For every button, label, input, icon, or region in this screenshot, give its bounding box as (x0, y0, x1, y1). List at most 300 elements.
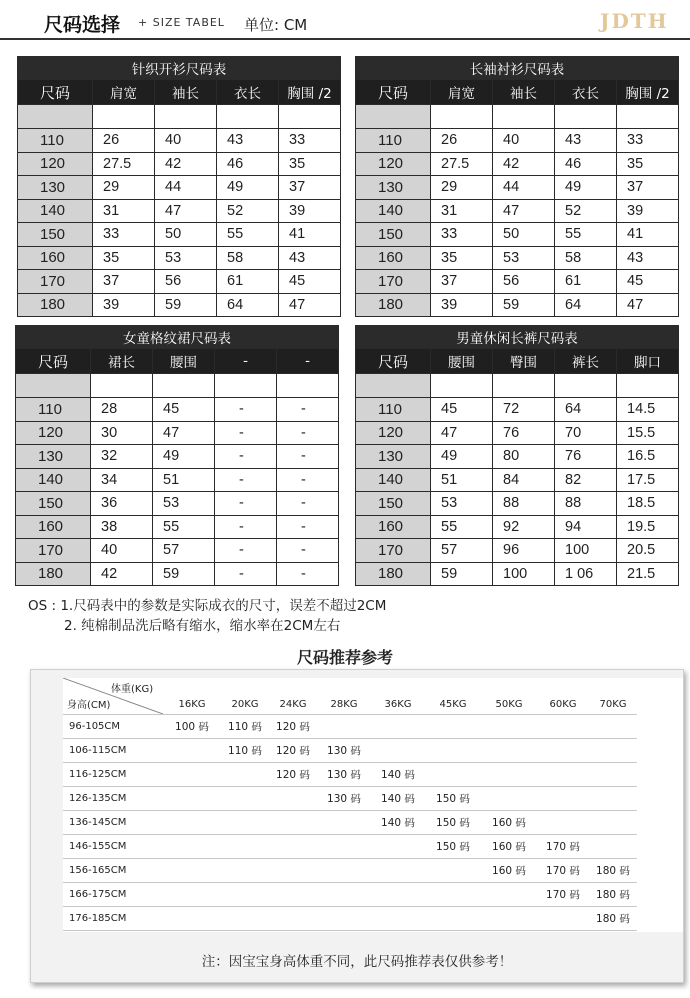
weight-header: 60KG (537, 678, 589, 714)
table-cell: 53 (431, 492, 493, 516)
recommend-cell (371, 738, 425, 762)
table-cell: 44 (155, 176, 217, 200)
table-cell: 94 (555, 515, 617, 539)
height-range-cell: 116-125CM (63, 762, 163, 786)
table-cell: 45 (153, 398, 215, 422)
recommend-cell (481, 714, 537, 738)
size-cell: 120 (356, 421, 431, 445)
recommend-cell (589, 762, 637, 786)
table-cell: 57 (153, 539, 215, 563)
recommend-cell (163, 762, 221, 786)
table-cell: 39 (617, 199, 679, 223)
table-cell (277, 374, 339, 398)
table-cell: 42 (155, 152, 217, 176)
recommend-cell (163, 906, 221, 930)
table-cell: 47 (617, 293, 679, 317)
table-cell: 59 (431, 562, 493, 586)
weight-header: 70KG (589, 678, 637, 714)
size-cell: 130 (18, 176, 93, 200)
table-cell (91, 374, 153, 398)
recommend-cell: 100 码 (163, 714, 221, 738)
recommend-cell: 150 码 (425, 834, 481, 858)
table-cell: 31 (431, 199, 493, 223)
recommend-cell (163, 810, 221, 834)
table-cell: 45 (431, 398, 493, 422)
recommend-cell (269, 906, 317, 930)
table-cell: 53 (153, 492, 215, 516)
column-header: 脚口 (617, 349, 679, 374)
recommend-cell (425, 882, 481, 906)
table-cell: 40 (91, 539, 153, 563)
table-cell: 33 (93, 223, 155, 247)
recommend-cell (371, 882, 425, 906)
table-cell: 26 (431, 129, 493, 153)
size-cell: 140 (16, 468, 91, 492)
table-cell: 37 (93, 270, 155, 294)
table-cell: 45 (279, 270, 341, 294)
table-cell: 40 (493, 129, 555, 153)
unit-label: 单位: CM (244, 16, 308, 34)
size-cell: 180 (356, 293, 431, 317)
table-row (356, 492, 679, 516)
table-cell: 32 (91, 445, 153, 469)
table-header-row (18, 80, 341, 105)
table-row (356, 539, 679, 563)
recommend-cell (221, 882, 269, 906)
recommend-cell: 110 码 (221, 714, 269, 738)
table-cell: 64 (555, 398, 617, 422)
recommend-cell (317, 882, 371, 906)
size-cell: 150 (356, 223, 431, 247)
table-cell: 38 (91, 515, 153, 539)
height-range-cell: 136-145CM (63, 810, 163, 834)
recommend-table-area (63, 678, 683, 932)
recommend-cell: 170 码 (537, 834, 589, 858)
table-row (356, 176, 679, 200)
size-notes (28, 596, 386, 636)
table-cell (356, 105, 431, 129)
table-row (18, 270, 341, 294)
recommend-cell (537, 738, 589, 762)
table-spacer-row (16, 374, 339, 398)
table-cell: 33 (431, 223, 493, 247)
table-cell: 47 (431, 421, 493, 445)
recommend-cell: 160 码 (481, 858, 537, 882)
table-cell: 47 (279, 293, 341, 317)
table-cell: 72 (493, 398, 555, 422)
size-cell: 110 (356, 398, 431, 422)
table-cell: 27.5 (93, 152, 155, 176)
table-row (16, 468, 339, 492)
table-title-row (356, 57, 679, 80)
recommend-cell: 180 码 (589, 858, 637, 882)
weight-header: 36KG (371, 678, 425, 714)
size-cell: 170 (18, 270, 93, 294)
table-cell: 64 (217, 293, 279, 317)
weight-header: 16KG (163, 678, 221, 714)
table-cell: - (277, 539, 339, 563)
recommend-cell (481, 786, 537, 810)
column-header: - (215, 349, 277, 374)
table-row (356, 129, 679, 153)
column-header: 尺码 (16, 349, 91, 374)
size-cell: 130 (356, 445, 431, 469)
weight-header: 50KG (481, 678, 537, 714)
table-cell: 53 (493, 246, 555, 270)
recommend-cell (371, 906, 425, 930)
table-cell: 43 (217, 129, 279, 153)
cardigan-size-table (17, 56, 341, 317)
size-cell: 170 (356, 270, 431, 294)
recommend-cell (425, 906, 481, 930)
column-header: 裤长 (555, 349, 617, 374)
recommend-cell (589, 834, 637, 858)
table-cell: 55 (431, 515, 493, 539)
table-row (16, 421, 339, 445)
table-cell: 34 (91, 468, 153, 492)
recommend-cell (221, 834, 269, 858)
recommend-cell: 150 码 (425, 786, 481, 810)
recommend-cell (481, 762, 537, 786)
recommend-cell (269, 882, 317, 906)
size-cell: 130 (16, 445, 91, 469)
size-cell: 110 (18, 129, 93, 153)
table-cell: 51 (431, 468, 493, 492)
table-spacer-row (18, 105, 341, 129)
recommend-cell (163, 786, 221, 810)
column-header: 臀围 (493, 349, 555, 374)
recommend-cell (163, 882, 221, 906)
table-cell: 80 (493, 445, 555, 469)
recommend-cell (537, 714, 589, 738)
table-cell: 30 (91, 421, 153, 445)
table-row (356, 468, 679, 492)
column-header: 腰围 (153, 349, 215, 374)
table-cell: 15.5 (617, 421, 679, 445)
table-cell: 36 (91, 492, 153, 516)
height-label: 身高(CM) (67, 700, 111, 711)
table-cell: 76 (493, 421, 555, 445)
table-title-row (356, 326, 679, 349)
table-cell: 31 (93, 199, 155, 223)
recommend-cell (163, 834, 221, 858)
table-cell: 35 (431, 246, 493, 270)
table-header-row (356, 349, 679, 374)
table-cell: - (215, 492, 277, 516)
table-row (16, 562, 339, 586)
recommend-cell (269, 858, 317, 882)
recommend-cell: 140 码 (371, 762, 425, 786)
table-cell: 20.5 (617, 539, 679, 563)
table-cell (431, 374, 493, 398)
table-cell: 88 (555, 492, 617, 516)
recommend-cell: 170 码 (537, 858, 589, 882)
table-row (356, 445, 679, 469)
recommend-row (63, 762, 637, 786)
table-cell (153, 374, 215, 398)
table-cell: - (215, 421, 277, 445)
recommend-cell (481, 738, 537, 762)
table-cell (555, 105, 617, 129)
recommend-cell: 160 码 (481, 834, 537, 858)
table-cell (493, 374, 555, 398)
table-cell: 47 (153, 421, 215, 445)
table-row (18, 293, 341, 317)
table-header-row (16, 349, 339, 374)
size-cell: 180 (16, 562, 91, 586)
table-row (356, 246, 679, 270)
table-cell: 39 (93, 293, 155, 317)
table-cell: 14.5 (617, 398, 679, 422)
recommend-cell (269, 834, 317, 858)
size-cell: 160 (16, 515, 91, 539)
recommend-cell (425, 714, 481, 738)
weight-header: 45KG (425, 678, 481, 714)
table-cell: 29 (431, 176, 493, 200)
table-cell: 43 (555, 129, 617, 153)
column-header: 胸围 /2 (617, 80, 679, 105)
table-title: 针织开衫尺码表 (18, 57, 341, 80)
table-cell: 53 (155, 246, 217, 270)
table-cell: 50 (493, 223, 555, 247)
note-line-2: 2. 纯棉制品洗后略有缩水，缩水率在2CM左右 (64, 618, 341, 634)
size-cell: 170 (16, 539, 91, 563)
recommend-cell: 140 码 (371, 786, 425, 810)
recommend-cell (481, 906, 537, 930)
size-cell: 140 (356, 199, 431, 223)
height-range-cell: 156-165CM (63, 858, 163, 882)
recommend-cell: 130 码 (317, 786, 371, 810)
table-cell: 29 (93, 176, 155, 200)
table-cell: 82 (555, 468, 617, 492)
table-cell (555, 374, 617, 398)
table-cell: 41 (279, 223, 341, 247)
table-cell: 59 (155, 293, 217, 317)
size-cell: 130 (356, 176, 431, 200)
table-cell: 1 06 (555, 562, 617, 586)
recommend-cell (163, 858, 221, 882)
recommend-cell (589, 738, 637, 762)
recommend-row (63, 738, 637, 762)
size-cell: 140 (18, 199, 93, 223)
recommend-cell (371, 714, 425, 738)
recommend-cell (317, 810, 371, 834)
table-cell (215, 374, 277, 398)
table-cell: 42 (91, 562, 153, 586)
size-cell: 170 (356, 539, 431, 563)
recommend-cell (425, 738, 481, 762)
column-header: 尺码 (356, 80, 431, 105)
table-cell (493, 105, 555, 129)
table-cell: 33 (279, 129, 341, 153)
table-cell: 46 (555, 152, 617, 176)
column-header: 袖长 (493, 80, 555, 105)
table-cell: 35 (617, 152, 679, 176)
table-cell: - (277, 468, 339, 492)
table-row (16, 515, 339, 539)
table-cell: 27.5 (431, 152, 493, 176)
table-cell: - (277, 445, 339, 469)
table-cell: - (215, 398, 277, 422)
table-title-row (18, 57, 341, 80)
table-cell: 18.5 (617, 492, 679, 516)
recommend-row (63, 786, 637, 810)
height-range-cell: 146-155CM (63, 834, 163, 858)
size-cell: 160 (356, 246, 431, 270)
recommend-cell (317, 834, 371, 858)
table-cell: 52 (217, 199, 279, 223)
table-cell (155, 105, 217, 129)
recommend-cell (425, 762, 481, 786)
table-cell: 39 (279, 199, 341, 223)
table-cell: 44 (493, 176, 555, 200)
size-cell: 180 (18, 293, 93, 317)
table-cell (617, 374, 679, 398)
table-cell: 59 (493, 293, 555, 317)
recommend-cell (269, 810, 317, 834)
column-header: 肩宽 (93, 80, 155, 105)
size-cell: 110 (356, 129, 431, 153)
recommend-cell (589, 786, 637, 810)
recommend-table (63, 678, 637, 931)
table-cell (217, 105, 279, 129)
recommend-cell (481, 882, 537, 906)
table-cell: 50 (155, 223, 217, 247)
table-row (18, 223, 341, 247)
table-cell: - (215, 562, 277, 586)
recommend-cell (317, 714, 371, 738)
recommend-footnote: 注：因宝宝身高体重不同，此尺码推荐表仅供参考！ (201, 954, 513, 970)
table-cell: 49 (217, 176, 279, 200)
size-cell: 110 (16, 398, 91, 422)
table-cell (431, 105, 493, 129)
table-cell (279, 105, 341, 129)
recommend-row (63, 834, 637, 858)
column-header: 裙长 (91, 349, 153, 374)
recommend-cell: 120 码 (269, 738, 317, 762)
table-cell: 47 (155, 199, 217, 223)
table-cell: 57 (431, 539, 493, 563)
recommend-cell (221, 906, 269, 930)
table-cell: - (215, 539, 277, 563)
table-cell: 56 (155, 270, 217, 294)
recommend-cell (537, 906, 589, 930)
table-row (18, 152, 341, 176)
size-cell: 150 (16, 492, 91, 516)
table-cell: - (277, 515, 339, 539)
size-cell: 150 (18, 223, 93, 247)
size-cell: 120 (18, 152, 93, 176)
table-cell: 96 (493, 539, 555, 563)
recommend-cell (371, 858, 425, 882)
recommend-cell (269, 786, 317, 810)
height-range-cell: 96-105CM (63, 714, 163, 738)
recommend-row (63, 714, 637, 738)
recommend-cell: 110 码 (221, 738, 269, 762)
table-cell: 58 (217, 246, 279, 270)
skirt-size-table (15, 325, 339, 586)
table-cell (356, 374, 431, 398)
column-header: 尺码 (356, 349, 431, 374)
table-cell: 55 (555, 223, 617, 247)
recommend-cell: 150 码 (425, 810, 481, 834)
table-row (356, 199, 679, 223)
table-row (356, 515, 679, 539)
recommend-cell (537, 786, 589, 810)
height-range-cell: 106-115CM (63, 738, 163, 762)
table-cell (617, 105, 679, 129)
table-cell: 49 (153, 445, 215, 469)
weight-label: 体重(KG) (111, 684, 154, 695)
table-cell: 21.5 (617, 562, 679, 586)
table-cell: 16.5 (617, 445, 679, 469)
column-header: 尺码 (18, 80, 93, 105)
table-cell (18, 105, 93, 129)
recommend-cell (371, 834, 425, 858)
recommend-cell (221, 762, 269, 786)
size-cell: 160 (356, 515, 431, 539)
table-cell: 37 (617, 176, 679, 200)
recommend-header-row (63, 678, 637, 714)
recommend-cell: 160 码 (481, 810, 537, 834)
table-cell: 28 (91, 398, 153, 422)
shirt-size-table (355, 56, 679, 317)
table-row (16, 445, 339, 469)
size-cell: 120 (356, 152, 431, 176)
recommend-cell (163, 738, 221, 762)
recommend-cell (317, 858, 371, 882)
page-subtitle: + SIZE TABEL (138, 16, 225, 29)
column-header: 衣长 (217, 80, 279, 105)
table-row (356, 562, 679, 586)
table-cell: 43 (617, 246, 679, 270)
table-header-row (356, 80, 679, 105)
table-cell: 43 (279, 246, 341, 270)
table-cell: 51 (153, 468, 215, 492)
recommend-panel (30, 669, 684, 983)
table-cell: 39 (431, 293, 493, 317)
recommend-cell (317, 906, 371, 930)
recommend-cell (589, 714, 637, 738)
note-line-1: OS : 1.尺码表中的参数是实际成衣的尺寸，误差不超过2CM (28, 598, 387, 614)
table-cell: 42 (493, 152, 555, 176)
table-cell: 37 (279, 176, 341, 200)
table-cell: - (215, 468, 277, 492)
table-cell: 49 (555, 176, 617, 200)
table-cell: 52 (555, 199, 617, 223)
table-row (356, 270, 679, 294)
recommend-cell: 120 码 (269, 762, 317, 786)
table-cell: 92 (493, 515, 555, 539)
recommend-cell (537, 762, 589, 786)
table-row (16, 492, 339, 516)
table-cell: 84 (493, 468, 555, 492)
size-cell: 140 (356, 468, 431, 492)
table-row (356, 223, 679, 247)
recommend-cell: 120 码 (269, 714, 317, 738)
table-cell: 59 (153, 562, 215, 586)
column-header: - (277, 349, 339, 374)
table-row (356, 152, 679, 176)
height-range-cell: 176-185CM (63, 906, 163, 930)
table-row (356, 293, 679, 317)
table-cell: 64 (555, 293, 617, 317)
table-cell (93, 105, 155, 129)
table-cell: 55 (217, 223, 279, 247)
table-row (16, 539, 339, 563)
table-row (16, 398, 339, 422)
table-cell: 37 (431, 270, 493, 294)
